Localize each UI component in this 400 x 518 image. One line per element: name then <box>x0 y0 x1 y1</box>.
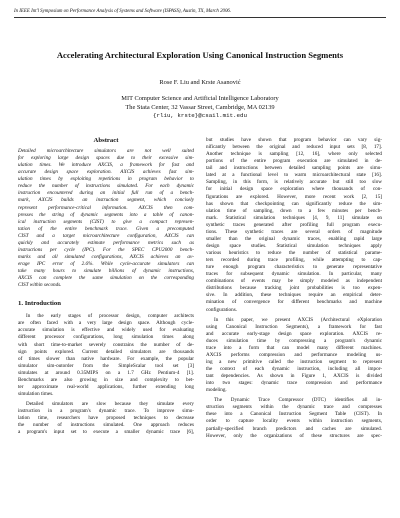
text-line: tant dependencies. As shown in Figure 1, AXCIS is divided <box>206 373 382 380</box>
text-line: ulation times by exploiting repetitions in program behavior to <box>18 176 194 183</box>
text-line: instruction in a program's dynamic trace. To improve simu- <box>18 408 194 415</box>
body-paragraph <box>206 397 382 439</box>
text-line: AXCIS can complete the same simulation on the corresponding <box>18 275 194 282</box>
text-line: tation of the entire benchmark trace. Given a precomputed <box>18 225 194 232</box>
text-line: these into a Canonical Instruction Segment Table (CIST). In <box>206 411 382 418</box>
text-line: ter approximate real-world applications, further extending long <box>18 383 194 390</box>
text-line: using Canonical Instruction Segments), a framework for fast <box>206 323 382 330</box>
abstract-heading: Abstract <box>93 137 119 144</box>
text-line: However, only the organizations of these structures are spec- <box>206 432 382 439</box>
text-line: simulates at around 0.35MIPS on a 1.7 GHz Pentium-4 [1]. <box>18 369 194 376</box>
text-line: accurate simulation is effective and widely used for evaluating <box>18 327 194 334</box>
text-line: sign points explored. Current detailed simulators are thousands <box>18 348 194 355</box>
text-line: ing a new primitive called the instruction segment to represent <box>206 358 382 365</box>
text-line: into two stages: dynamic trace compression and performance <box>206 380 382 387</box>
affiliation-line: The Stata Center, 32 Vassar Street, Cambridge, MA 02139 <box>125 103 275 111</box>
text-line: distributions because tracking joint probabilities is too expen- <box>206 285 382 292</box>
body-paragraph <box>206 137 382 314</box>
text-line: the context of each dynamic instruction, including all impor- <box>206 366 382 372</box>
text-line: ters recorded during trace profiling, while attempting to cap- <box>206 257 382 264</box>
intro-paragraph <box>18 401 194 436</box>
text-line: duces simulation time by compressing a program's dynamic <box>206 337 382 344</box>
header-rule <box>14 17 386 18</box>
right-column <box>206 137 382 440</box>
text-line: Another technique is sampling [12, 16], where only selected <box>206 151 382 158</box>
text-line: tions. These synthetic traces are several orders of magnitude <box>206 228 382 235</box>
text-line: instructions per cycle (IPC). For the SPEC CPU2000 bench- <box>18 246 194 253</box>
text-line: tail and instructions between detailed sampling points are simu- <box>206 165 382 172</box>
text-line: synthetic traces generated after profiling full program execu- <box>206 221 382 228</box>
text-line: instruction encountered during an initial full run of a bench- <box>18 190 194 197</box>
text-line: trace into a form that can model many different machines. <box>206 344 382 351</box>
text-line: nificantly between the original and reduced input sets [8, 17]. <box>206 144 382 151</box>
affiliation-line: MIT Computer Science and Artificial Intelligence Laboratory <box>121 95 279 102</box>
text-line: but studies have shown that program behavior can vary sig- <box>206 137 382 143</box>
text-line: In the early stages of processor design, computer architects <box>26 313 194 320</box>
text-line: sive. In addition, these techniques require an empirical deter- <box>206 292 382 299</box>
body-paragraph <box>206 317 382 395</box>
text-line: reduce the number of instructions simulated. For each dynamic <box>18 183 194 190</box>
text-line: mark, AXCIS builds an instruction segment, which concisely <box>18 197 194 204</box>
text-line: traces for subsequent dynamic simulation. In particular, many <box>206 271 382 278</box>
paper-title: Accelerating Architectural Exploration Using Canonical Instruction Segments <box>56 50 344 60</box>
text-line: various heuristics to reduce the number of statistical parame- <box>206 250 382 256</box>
text-line: ulation times. We introduce AXCIS, a framework for fast and <box>18 162 194 169</box>
text-line: mination of convergence for different benchmarks and machine <box>206 299 382 306</box>
introduction-heading: 1. Introduction <box>18 300 61 308</box>
text-line: Sampling, in this form, is relatively accurate but still too slow <box>206 179 382 186</box>
text-line: partially-specified branch predictors and caches are simulated. <box>206 425 382 432</box>
text-line: for initial design space exploration where thousands of con- <box>206 186 382 193</box>
text-line: has shown that checkpointing can significantly reduce the sim- <box>206 200 382 207</box>
text-line: figurations are explored. However, more recent work [2, 15] <box>206 193 382 200</box>
text-line: simulation times. <box>18 390 54 397</box>
text-line: marks and all simulated configurations, AXCIS achieves an av- <box>18 253 194 260</box>
text-line: accurate design space exploration. AXCIS achieves fast sim- <box>18 169 194 176</box>
text-line: lated at a functional level to warm microarchitectural state [16]. <box>206 172 382 179</box>
text-line: lation time, researchers have proposed techniques to decrease <box>18 415 194 422</box>
text-line: design space studies. Statistical simulation techniques apply <box>206 242 382 249</box>
text-line: modeling. <box>206 387 227 394</box>
text-line: CIST within seconds. <box>18 282 62 289</box>
text-line: and accurate early-stage design space exploration. AXCIS re- <box>206 330 382 337</box>
text-line: with short time-to-market severely constrains the number of de- <box>18 341 194 348</box>
text-line: Detailed simulators are slow because they simulate every <box>26 401 194 407</box>
text-line: ture enough program characteristics to generate representative <box>206 264 382 271</box>
text-line: In this paper, we present AXCIS (Architectural eXploration <box>214 316 382 323</box>
text-line: of times slower than native hardware. For example, the popular <box>18 355 194 362</box>
text-line: take many hours to simulate billions of dynamic instructions, <box>18 268 194 275</box>
text-line: ical instruction segments (CIST) to give a compact represen- <box>18 218 194 225</box>
text-line: ulation time of sampling, down to a few minutes per bench- <box>206 207 382 214</box>
text-line: struction segments within the dynamic trace and compresses <box>206 404 382 411</box>
text-line: erage IPC error of 2.6%. While cycle-accurate simulators can <box>18 261 194 267</box>
text-line: for exploring large design spaces due to their excessive sim- <box>18 155 194 162</box>
text-line: order to capture locality events within instruction segments, <box>206 418 382 425</box>
text-line: a program's input set to execute a smaller dynamic trace [6], <box>18 429 194 436</box>
text-line: portions of the entire program execution are simulated in de- <box>206 158 382 165</box>
text-line: are often faced with a very large design space. Although cycle- <box>18 320 194 327</box>
text-line: The Dynamic Trace Compressor (DTC) identifies all in- <box>214 397 382 404</box>
conference-header: In IEEE Int'l Symposium on Performance Analysis of Systems and Software (ISPASS), Austin, TX, March 2006. <box>14 9 232 14</box>
text-line: AXCIS performs compression and performance modeling us- <box>206 351 382 358</box>
author-email: {rliu, krste}@csail.mit.edu <box>153 112 247 119</box>
text-line: mark. Statistical simulation techniques [4, 9, 11] simulate on <box>206 214 382 221</box>
left-column <box>18 137 194 436</box>
text-line: represent performance-critical information. AXCIS then com- <box>18 204 194 211</box>
text-line: Benchmarks are also growing in size and complexity to bet- <box>18 376 194 383</box>
abstract-body <box>18 148 194 289</box>
paper-authors: Rose F. Liu and Krste Asanović <box>159 79 241 86</box>
text-line: different processor configurations, long simulation times along <box>18 334 194 341</box>
text-line: simulator sim-outorder from the SimpleScalar tool set [3] <box>18 362 194 369</box>
text-line: quickly and accurately estimate performance metrics such as <box>18 239 194 246</box>
text-line: smaller than the original dynamic traces, enabling rapid large <box>206 235 382 242</box>
text-line: Detailed microarchitecture simulators are not well suited <box>18 148 194 154</box>
text-line: presses the string of dynamic segments into a table of canon- <box>18 211 194 218</box>
intro-paragraph <box>18 313 194 398</box>
text-line: combinations of events may be simply modeled as independent <box>206 278 382 285</box>
text-line: CIST and a target microarchitecture configuration, AXCIS can <box>18 232 194 239</box>
text-line: the number of instructions simulated. One approach reduces <box>18 422 194 429</box>
text-line: configurations. <box>206 306 237 313</box>
affiliation <box>0 95 400 112</box>
